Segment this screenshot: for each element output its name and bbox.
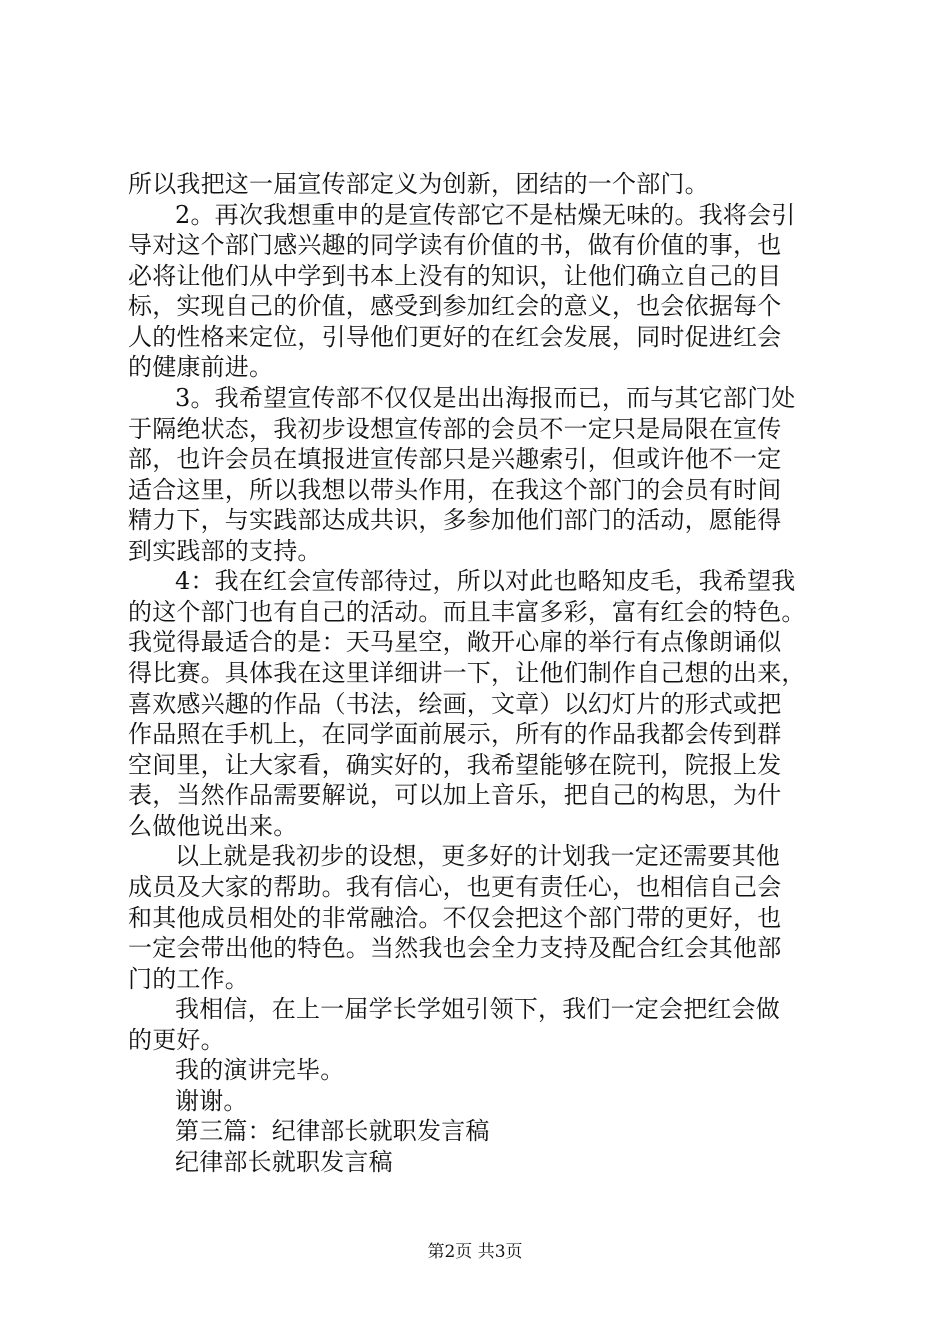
- text-line: 一定会带出他的特色。当然我也会全力支持及配合红会其他部: [128, 934, 782, 962]
- text-line: 适合这里，所以我想以带头作用，在我这个部门的会员有时间: [128, 476, 782, 504]
- text-line: 标，实现自己的价值，感受到参加红会的意义，也会依据每个: [128, 292, 782, 320]
- text-line: 2。再次我想重申的是宣传部它不是枯燥无味的。我将会引: [175, 201, 796, 229]
- text-line: 必将让他们从中学到书本上没有的知识，让他们确立自己的目: [128, 262, 782, 290]
- text-line: 我相信，在上一届学长学姐引领下，我们一定会把红会做: [175, 995, 780, 1023]
- text-line: 到实践部的支持。: [128, 537, 322, 565]
- text-line: 得比赛。具体我在这里详细讲一下，让他们制作自己想的出来，: [128, 659, 806, 687]
- text-line: 以上就是我初步的设想，更多好的计划我一定还需要其他: [175, 842, 780, 870]
- text-line: 门的工作。: [128, 965, 249, 993]
- page-footer: 第2页 共3页: [427, 1242, 523, 1262]
- text-line: 于隔绝状态，我初步设想宣传部的会员不一定只是局限在宣传: [128, 415, 782, 443]
- text-line: 4：我在红会宣传部待过，所以对此也略知皮毛，我希望我: [175, 567, 796, 595]
- text-line: 的更好。: [128, 1026, 225, 1054]
- text-line: 的这个部门也有自己的活动。而且丰富多彩，富有红会的特色。: [128, 598, 806, 626]
- text-line: 我的演讲完毕。: [175, 1056, 345, 1084]
- text-line: 3。我希望宣传部不仅仅是出出海报而已，而与其它部门处: [175, 384, 796, 412]
- text-line: 纪律部长就职发言稿: [175, 1148, 393, 1176]
- text-line: 我觉得最适合的是：天马星空，敞开心扉的举行有点像朗诵似: [128, 628, 782, 656]
- text-line: 第三篇：纪律部长就职发言稿: [175, 1117, 490, 1145]
- text-line: 导对这个部门感兴趣的同学读有价值的书，做有价值的事，也: [128, 231, 782, 259]
- text-line: 的健康前进。: [128, 353, 274, 381]
- text-line: 所以我把这一届宣传部定义为创新，团结的一个部门。: [128, 170, 709, 198]
- text-line: 部，也许会员在填报进宣传部只是兴趣索引，但或许他不一定: [128, 445, 782, 473]
- text-line: 喜欢感兴趣的作品（书法，绘画，文章）以幻灯片的形式或把: [128, 690, 782, 718]
- text-line: 成员及大家的帮助。我有信心，也更有责任心，也相信自己会: [128, 873, 782, 901]
- text-line: 谢谢。: [175, 1087, 248, 1115]
- text-line: 么做他说出来。: [128, 812, 298, 840]
- text-line: 表，当然作品需要解说，可以加上音乐，把自己的构思，为什: [128, 781, 782, 809]
- text-line: 精力下，与实践部达成共识，多参加他们部门的活动，愿能得: [128, 506, 782, 534]
- text-line: 空间里，让大家看，确实好的，我希望能够在院刊，院报上发: [128, 751, 782, 779]
- text-line: 和其他成员相处的非常融洽。不仅会把这个部门带的更好，也: [128, 904, 782, 932]
- text-line: 人的性格来定位，引导他们更好的在红会发展，同时促进红会: [128, 323, 782, 351]
- text-line: 作品照在手机上，在同学面前展示，所有的作品我都会传到群: [128, 720, 782, 748]
